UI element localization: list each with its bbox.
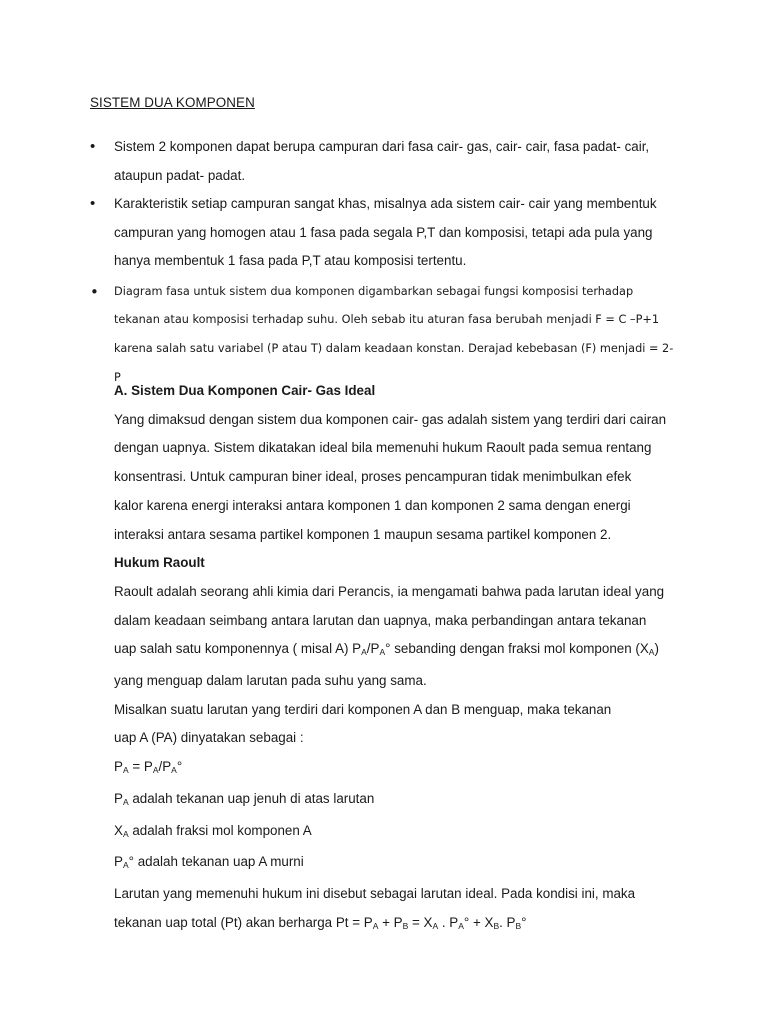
paragraph-line: interaksi antara sesama partikel komponen 1 maupun sesama partikel komponen 2. <box>114 526 612 542</box>
paragraph-line: konsentrasi. Untuk campuran biner ideal, proses pencampuran tidak menimbulkan efek <box>114 469 632 485</box>
bullet-item: • Diagram fasa untuk sistem dua komponen digambarkan sebagai fungsi komposisi terhadap tekanan atau komposisi terhadap suhu. Oleh sebab itu aturan fasa berubah menjadi F = C –P+1 karena salah satu variabel (P atau T) dalam keadaan konstan. Derajad kebebasan (F) menjadi = 2-P <box>90 278 680 393</box>
definition-line: $P_A$ adalah tekanan uap jenuh di atas larutan <box>114 790 375 807</box>
paragraph-line: yang menguap dalam larutan pada suhu yang sama. <box>114 673 427 689</box>
text-run: adalah tekanan uap A murni <box>133 854 304 870</box>
text-run: adalah tekanan uap jenuh di atas larutan <box>128 790 375 806</box>
text-run: tekanan uap total (Pt) akan berharga Pt = P <box>114 914 373 930</box>
formula-line: $P_A = P_A/P_A^\circ$ <box>114 759 183 776</box>
paragraph-line: Yang dimaksud dengan sistem dua komponen cair- gas adalah sistem yang terdiri dari cairan <box>114 411 667 427</box>
bullet-list <box>90 133 680 392</box>
text-run: uap salah satu komponennya ( misal A) P <box>114 641 362 657</box>
bullet-item: • Sistem 2 komponen dapat berupa campuran dari fasa cair- gas, cair- cair, fasa padat- cair, ataupun padat- padat. <box>90 133 680 190</box>
section-a <box>114 377 684 940</box>
text-run: adalah fraksi mol komponen A <box>128 822 312 838</box>
paragraph-line: dalam keadaan seimbang antara larutan dan uapnya, maka perbandingan antara tekanan <box>114 612 647 628</box>
definition-line: $X_A$ adalah fraksi mol komponen A <box>114 822 312 839</box>
section-heading: A. Sistem Dua Komponen Cair- Gas Ideal <box>114 383 376 398</box>
paragraph-line: Larutan yang memenuhi hukum ini disebut sebagai larutan ideal. Pada kondisi ini, maka <box>114 885 636 901</box>
paragraph-line: Raoult adalah seorang ahli kimia dari Perancis, ia mengamati bahwa pada larutan ideal yang <box>114 583 665 599</box>
paragraph-line: tekanan uap total (Pt) akan berharga $Pt = P_A + P_B = X_A$ . $P_A^\circ + X_B$. $P_B^\circ$ <box>114 914 527 931</box>
paragraph-line: dengan uapnya. Sistem dikatakan ideal bila memenuhi hukum Raoult pada semua rentang <box>114 440 652 456</box>
paragraph-line: uap A (PA) dinyatakan sebagai : <box>114 730 304 746</box>
paragraph-line: uap salah satu komponennya ( misal A) $P_A/P_A^\circ$ sebanding dengan fraksi mol komponen $(X_A)$ <box>114 641 659 658</box>
paragraph-line: kalor karena energi interaksi antara komponen 1 dan komponen 2 sama dengan energi <box>114 497 631 513</box>
bullet-item: • Karakteristik setiap campuran sangat khas, misalnya ada sistem cair- cair yang membentuk campuran yang homogen atau 1 fasa pada segala P,T dan komposisi, tetapi ada pula yang hanya membentuk 1 fasa pada P,T atau komposisi tertentu. <box>90 190 680 276</box>
subsection-heading: Hukum Raoult <box>114 555 205 571</box>
document-title: SISTEM DUA KOMPONEN <box>90 95 255 110</box>
paragraph-line: Misalkan suatu larutan yang terdiri dari komponen A dan B menguap, maka tekanan <box>114 701 612 717</box>
definition-line: $P_A^\circ$ adalah tekanan uap A murni <box>114 854 304 871</box>
text-run: sebanding dengan fraksi mol komponen (X <box>390 641 649 657</box>
